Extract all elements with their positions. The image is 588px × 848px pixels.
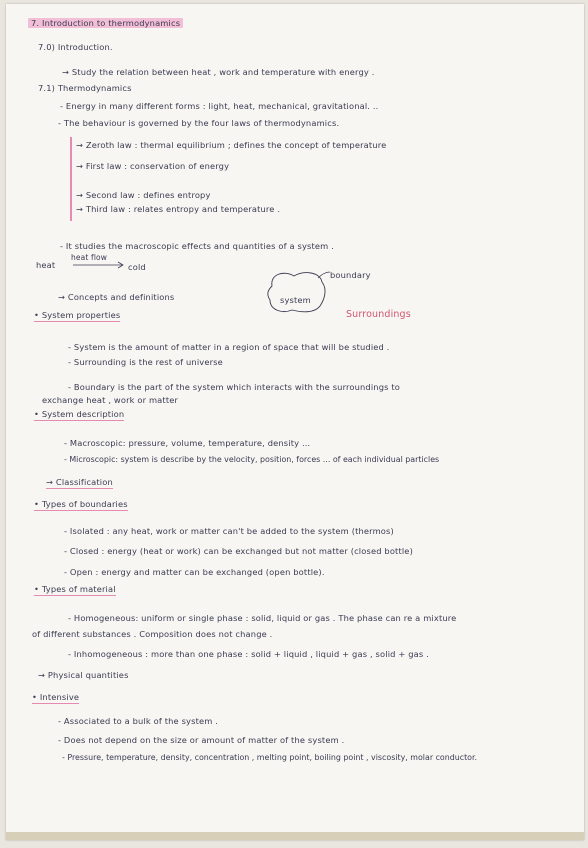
note-line: - Closed : energy (heat or work) can be exchanged but not matter (closed bottle)	[64, 546, 413, 556]
note-line: - Isolated : any heat, work or matter can't be added to the system (thermos)	[64, 526, 394, 536]
cold-label: cold	[128, 262, 146, 272]
page-binding-edge	[6, 832, 584, 840]
system-blob-diagram	[262, 266, 334, 318]
heat-label: heat	[36, 260, 56, 270]
note-line: → Study the relation between heat , work and temperature with energy .	[62, 67, 375, 77]
surroundings-label: Surroundings	[346, 309, 411, 320]
note-line: - Inhomogeneous : more than one phase : solid + liquid , liquid + gas , solid + gas .	[68, 649, 429, 659]
note-line: - Surrounding is the rest of universe	[68, 357, 223, 367]
notebook-page	[6, 4, 584, 840]
heading-system-properties: • System properties	[34, 310, 121, 320]
note-line: - It studies the macroscopic effects and quantities of a system .	[60, 241, 334, 251]
page-title: 7. Introduction to thermodynamics	[28, 18, 183, 28]
note-line: - Energy in many different forms : light, heat, mechanical, gravitational. ..	[60, 101, 379, 111]
note-line: - Does not depend on the size or amount of matter of the system .	[58, 735, 345, 745]
heading-types-of-material: • Types of material	[34, 584, 116, 594]
system-label: system	[280, 295, 311, 305]
heading-intensive: • Intensive	[32, 692, 80, 702]
subheading: → Physical quantities	[38, 670, 129, 680]
note-line: - Associated to a bulk of the system .	[58, 716, 219, 726]
note-line: - Homogeneous: uniform or single phase : solid, liquid or gas . The phase can re a mixture	[68, 613, 457, 623]
law-item: → Second law : defines entropy	[76, 190, 211, 200]
subheading: → Concepts and definitions	[58, 292, 175, 302]
boundary-label: boundary	[330, 270, 371, 280]
note-line: - Macroscopic: pressure, volume, temperature, density ...	[64, 438, 311, 448]
heading-system-description: • System description	[34, 409, 125, 419]
heading-classification: → Classification	[46, 477, 113, 487]
laws-bracket	[70, 137, 72, 221]
section-heading: 7.0) Introduction.	[38, 42, 113, 52]
law-item: → First law : conservation of energy	[76, 161, 230, 171]
note-line: - Pressure, temperature, density, concentration , melting point, boiling point , viscosity, molar conductor.	[62, 753, 478, 762]
note-line: - System is the amount of matter in a region of space that will be studied .	[68, 342, 390, 352]
law-item: → Zeroth law : thermal equilibrium ; defines the concept of temperature	[76, 140, 387, 150]
note-line: exchange heat , work or matter	[42, 395, 179, 405]
note-line: - The behaviour is governed by the four laws of thermodynamics.	[58, 118, 340, 128]
note-line: - Open : energy and matter can be exchanged (open bottle).	[64, 567, 325, 577]
note-line: of different substances . Composition does not change .	[32, 629, 273, 639]
law-item: → Third law : relates entropy and temperature .	[76, 204, 281, 214]
heat-flow-label: heat flow	[71, 253, 108, 262]
heading-types-of-boundaries: • Types of boundaries	[34, 499, 128, 509]
note-line: - Microscopic: system is describe by the velocity, position, forces ... of each individual particles	[64, 455, 440, 464]
section-heading: 7.1) Thermodynamics	[38, 83, 132, 93]
note-line: - Boundary is the part of the system which interacts with the surroundings to	[68, 382, 401, 392]
arrow-icon	[72, 261, 128, 269]
